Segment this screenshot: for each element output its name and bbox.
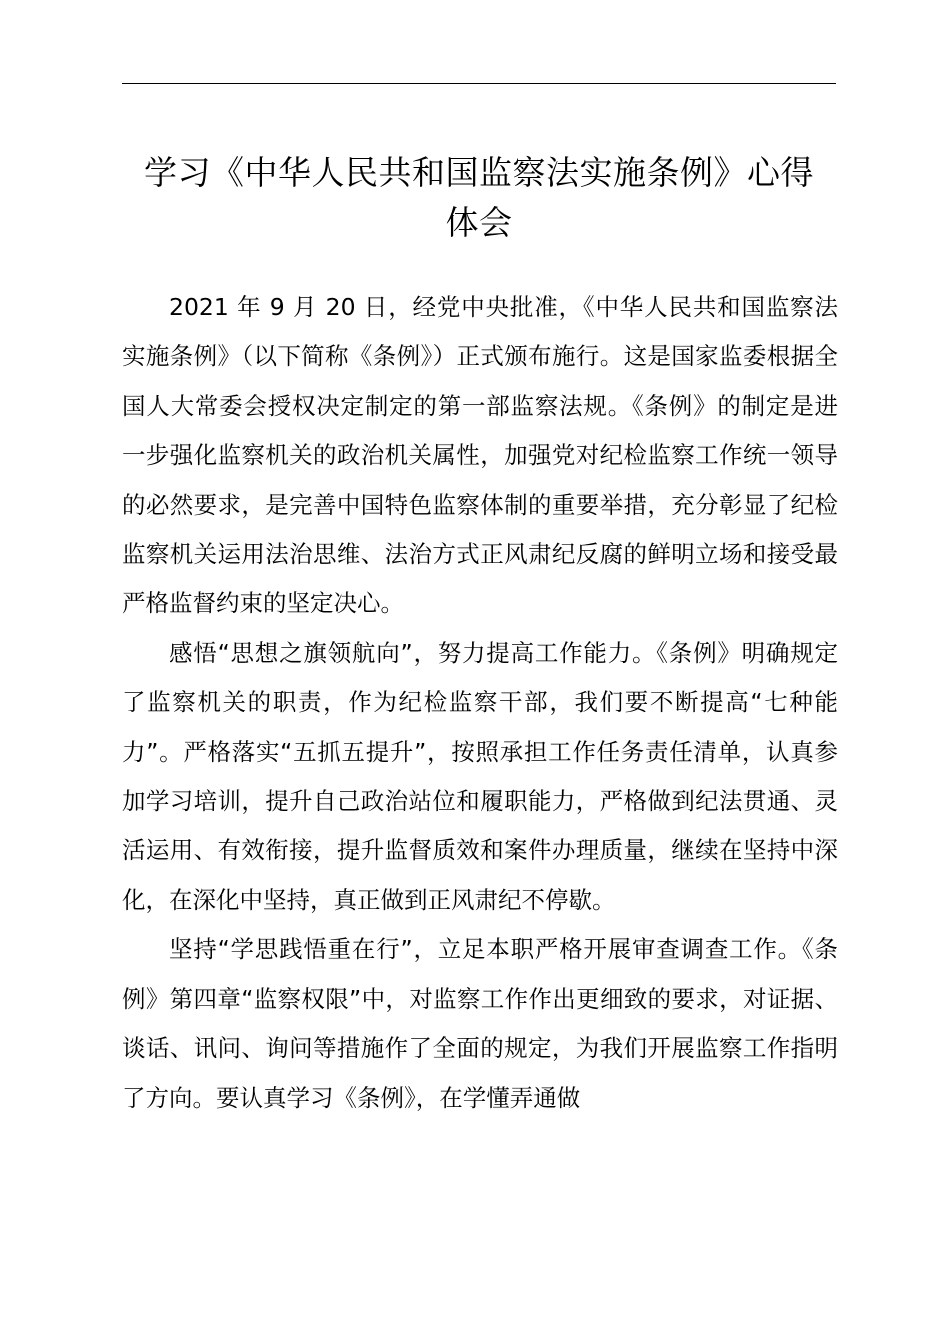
title-line-1: 学习《中华人民共和国监察法实施条例》心得	[144, 153, 814, 192]
paragraph-practice: 坚持“学思践悟重在行”，立足本职严格开展审查调查工作。《条例》第四章“监察权限”中，对监察工作作出更细致的要求，对证据、谈话、讯问、询问等措施作了全面的规定，为我们开展监察工作指明了方向。要认真学习《条例》，在学懂弄通做	[122, 935, 838, 1112]
header-rule	[122, 83, 836, 84]
paragraph-intro: 2021 年 9 月 20 日，经党中央批准，《中华人民共和国监察法实施条例》（以下简称《条例》）正式颁布施行。这是国家监委根据全国人大常委会授权决定制定的第一部监察法规。《条例》的制定是进一步强化监察机关的政治机关属性，加强党对纪检监察工作统一领导的必然要求，是完善中国特色监察体制的重要举措，充分彰显了纪检监察机关运用法治思维、法治方式正风肃纪反腐的鲜明立场和接受最严格监督约束的坚定决心。	[122, 293, 838, 618]
title-line-2: 体会	[445, 203, 513, 242]
paragraph-ability: 感悟“思想之旗领航向”，努力提高工作能力。《条例》明确规定了监察机关的职责，作为纪检监察干部，我们要不断提高“七种能力”。严格落实“五抓五提升”，按照承担工作任务责任清单，认真参加学习培训，提升自己政治站位和履职能力，严格做到纪法贯通、灵活运用、有效衔接，提升监督质效和案件办理质量，继续在坚持中深化，在深化中坚持，真正做到正风肃纪不停歇。	[122, 638, 838, 914]
document-body	[122, 283, 838, 1123]
document-title	[112, 148, 846, 248]
